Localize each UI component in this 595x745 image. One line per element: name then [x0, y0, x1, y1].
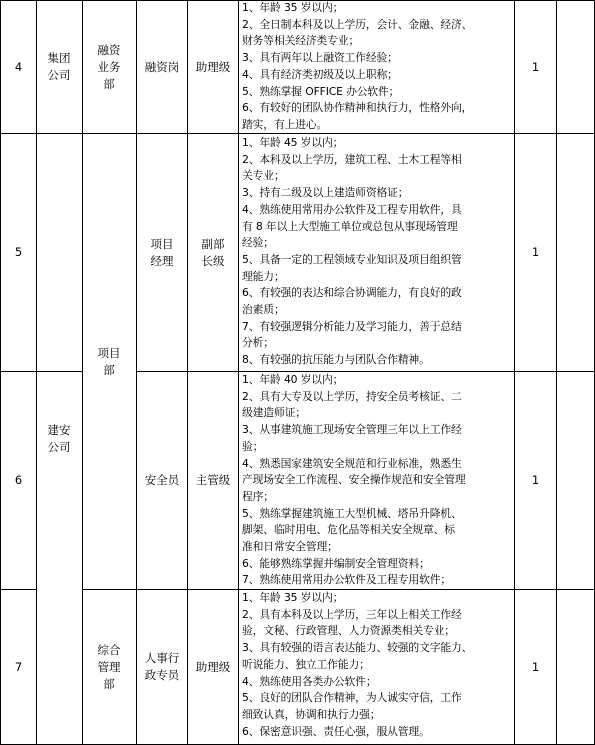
- headcount-cell: [515, 1, 556, 133]
- requirement-line: 有 8 年以上大型施工单位或总包从事现场管理: [242, 219, 458, 233]
- requirement-line: 程序；: [242, 489, 274, 503]
- requirement-line: 听说能力、独立工作能力；: [242, 657, 370, 671]
- requirement-line: 2、全日制本科及以上学历，会计、金融、经济、: [242, 17, 473, 31]
- requirement-line: 4、熟悉国家建筑安全规范和行业标准，熟悉生: [242, 456, 462, 470]
- position-cell: [146, 134, 178, 371]
- level-name: 助理级: [195, 59, 231, 74]
- requirement-line: 踏实，有上进心。: [242, 117, 328, 131]
- level-name: 助理级: [195, 659, 231, 674]
- position-cell: [137, 1, 187, 133]
- requirement-line: 脚架、临时用电、危化品等相关安全规章、标: [242, 523, 455, 537]
- row-number-text: 7: [14, 659, 23, 674]
- requirement-line: 4、熟练使用各类办公软件；: [242, 674, 377, 688]
- requirement-line: 产现场安全工作流程、安全操作规范和安全管理: [242, 473, 466, 487]
- requirement-line: 7、有较强逻辑分析能力及学习能力，善于总结: [242, 319, 462, 333]
- requirement-line: 5、具备一定的工程领域专业知识及项目组织管: [242, 252, 462, 266]
- requirement-line: 细致认真，协调和执行力强；: [242, 707, 381, 721]
- requirement-line: 3、持有二级及以上建造师资格证；: [242, 186, 409, 200]
- requirement-line: 1、年龄 35 岁以内；: [242, 591, 344, 604]
- requirement-line: 4、具有经济类初级及以上职称；: [242, 67, 398, 81]
- requirement-line: 7、熟练使用常用办公软件及工程专用软件；: [242, 573, 452, 587]
- requirement-line: 1、年龄 40 岁以内；: [242, 373, 344, 386]
- column-divider: [36, 0, 37, 745]
- column-divider: [238, 0, 239, 745]
- level-name: 主管级: [195, 473, 231, 487]
- requirement-line: 关专业；: [242, 169, 285, 183]
- requirements-list: [242, 0, 514, 134]
- headcount-value: 1: [531, 659, 540, 674]
- requirement-line: 6、有较强的表达和综合协调能力，有良好的政: [242, 286, 462, 300]
- position-name: 安全员: [144, 473, 180, 487]
- row-number-text: 4: [14, 59, 23, 74]
- requirement-line: 3、具有较强的语言表达能力、较强的文字能力、: [242, 641, 473, 655]
- requirement-line: 理能力；: [242, 269, 285, 283]
- position-name: 项目经理: [150, 236, 174, 268]
- department-name: 综合管理部: [97, 642, 121, 691]
- requirement-line: 5、良好的团队合作精神，为人诚实守信，工作: [242, 691, 462, 705]
- headcount-value: 1: [531, 473, 540, 487]
- level-cell: [197, 134, 229, 371]
- requirement-line: 治素质；: [242, 303, 285, 317]
- requirement-line: 6、能够熟练掌握并编制安全管理资料；: [242, 556, 430, 570]
- department-cell: [94, 590, 124, 744]
- requirement-line: 经验；: [242, 236, 274, 250]
- company-cell: [44, 134, 74, 744]
- requirement-line: 1、年龄 45 岁以内；: [242, 136, 344, 149]
- level-cell: [188, 590, 238, 744]
- requirement-line: 1、年龄 35 岁以内；: [242, 1, 344, 14]
- requirement-line: 验，文秘、行政管理、人力资源类相关专业；: [242, 624, 455, 638]
- position-name: 人事行政专员: [144, 651, 180, 682]
- department-name: 融资业务部: [97, 42, 121, 91]
- requirement-line: 4、熟练使用常用办公软件及工程专用软件，具: [242, 202, 462, 216]
- requirement-line: 2、本科及以上学历，建筑工程、土木工程等相: [242, 152, 462, 166]
- requirement-line: 验；: [242, 439, 264, 453]
- requirement-line: 财务等相关经济类专业；: [242, 34, 360, 48]
- requirement-line: 分析；: [242, 336, 274, 350]
- row-number-text: 6: [14, 473, 23, 487]
- headcount-cell: [515, 134, 556, 371]
- headcount-cell: [515, 372, 556, 589]
- company-name: 建安公司: [47, 423, 71, 454]
- row-number: [1, 134, 36, 371]
- company-name: 集团公司: [47, 51, 71, 82]
- requirement-line: 准和日常安全管理；: [242, 540, 338, 554]
- column-divider: [82, 0, 83, 745]
- headcount-value: 1: [531, 245, 540, 259]
- row-number: [1, 590, 36, 744]
- requirement-line: 5、熟练掌握 OFFICE 办公软件；: [242, 84, 400, 98]
- department-cell: [94, 134, 124, 589]
- row-number-text: 5: [14, 245, 23, 259]
- level-cell: [188, 1, 238, 133]
- requirement-line: 级建造师证；: [242, 406, 306, 420]
- headcount-value: 1: [531, 59, 540, 74]
- requirement-line: 3、具有两年以上融资工作经验；: [242, 51, 398, 65]
- requirement-line: 5、熟练掌握建筑施工大型机械、塔吊升降机、: [242, 506, 462, 520]
- level-cell: [188, 372, 238, 589]
- row-number: [1, 1, 36, 133]
- requirements-list: [242, 590, 514, 740]
- requirement-line: 2、具有大专及以上学历，持安全员考核证、二: [242, 389, 462, 403]
- requirement-line: 6、有较好的团队协作精神和执行力，性格外向，: [242, 101, 473, 115]
- requirement-line: 6、保密意识强、责任心强，服从管理。: [242, 724, 430, 738]
- headcount-cell: [515, 590, 556, 744]
- requirement-line: 2、具有本科及以上学历，三年以上相关工作经: [242, 607, 462, 621]
- department-cell: [94, 1, 124, 133]
- company-cell: [44, 1, 74, 133]
- requirements-list: [242, 372, 514, 589]
- row-number: [1, 372, 36, 589]
- requirements-list: [242, 135, 514, 369]
- column-divider: [556, 0, 557, 745]
- requirement-line: 3、从事建筑施工现场安全管理三年以上工作经: [242, 423, 462, 437]
- position-cell: [137, 372, 187, 589]
- level-name: 副部长级: [201, 236, 225, 268]
- requirement-line: 8、有较强的抗压能力与团队合作精神。: [242, 353, 430, 367]
- department-name: 项目部: [97, 345, 121, 377]
- position-name: 融资岗: [144, 59, 180, 74]
- position-cell: [140, 590, 184, 744]
